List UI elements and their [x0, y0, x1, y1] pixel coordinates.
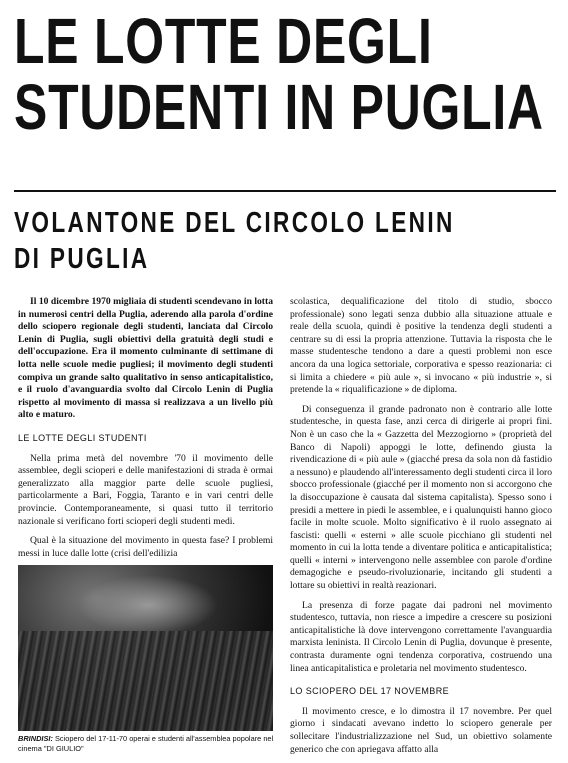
- subtitle-line-2: DI PUGLIA: [14, 243, 150, 275]
- caption-text: Sciopero del 17-11-70 operai e studenti all'assemblea popolare nel cinema "DI GIULIO": [18, 734, 274, 753]
- section-heading-strike: LO SCIOPERO DEL 17 NOVEMBRE: [290, 686, 450, 697]
- intro-paragraph: Il 10 dicembre 1970 migliaia di studenti scendevano in lotta in numerosi centri della Puglia, aderendo alla parola d'ordine dello sciopero regionale degli studenti, lanciata dal Circolo Lenin di Puglia, sugli obiettivi della gratuità degli studi e dell'occupazione. Era il momento culminante di settimane di lotta nelle scuole medie pugliesi; il movimento degli studenti compiva un grande salto qualitativo in senso anticapitalistico, e il ruolo d'avanguardia svolto dal Circolo Lenin di Puglia rispetto al movimento di massa si realizzava a un livello più alto e maturo.: [18, 296, 273, 421]
- body-paragraph: scolastica, dequalificazione del titolo di studio, sbocco professionale) sono legati senza dubbio alla situazione attuale e reale della scuola, quindi è positive la tendenza degli studenti a centrare su di essi la propria attenzione. Tuttavia la risposta che le masse studentesche tendono a dare a questi problemi non esce ancora da una logica settoriale, corporativa e spesso reazionaria: ci si limita a chiedere « più aule », si invocano « più industrie », si pretende la « riqualificazione » de diploma.: [290, 296, 552, 396]
- main-title-line-1: LE LOTTE DEGLI: [14, 5, 433, 77]
- body-paragraph: Nella prima metà del novembre '70 il movimento delle assemblee, degli scioperi e delle manifestazioni di strada è ormai generalizzato alla maggior parte delle scuole pugliesi, particolarmente a Bari, Foggia, Taranto e in vari centri delle provincie. Contemporaneamente, si quasi tutto il territorio nazionale si verificano forti scioperi degli studenti medi.: [18, 452, 273, 527]
- main-title: [14, 5, 544, 143]
- subtitle: [14, 205, 560, 277]
- news-photo: [18, 565, 273, 731]
- body-paragraph: Il movimento cresce, e lo dimostra il 17 novembre. Per quel giorno i sindacati avevano indetto lo sciopero generale per sollecitare l'industrializzazione nel Sud, un obiettivo solamente generico che con apriegava affatto alla: [290, 705, 552, 755]
- body-paragraph: Qual è la situazione del movimento in questa fase? I problemi messi in luce dalle lotte (crisi dell'edilizia: [18, 535, 273, 559]
- main-title-line-2: STUDENTI IN PUGLIA: [14, 71, 544, 143]
- body-paragraph: La presenza di forze pagate dai padroni nel movimento studentesco, tuttavia, non riesce a impedire a crescere su posizioni anticapitalistiche là dove intervengono correttamente l'avanguardia marxista leninista. Il Circolo Lenin di Puglia, dovunque è presente, contrasta duramente ogni tendenza corporativa, costruendo una linea anticapitalistica e proletaria nel movimento studentesco.: [290, 599, 552, 674]
- section-heading-student-struggles: LE LOTTE DEGLI STUDENTI: [18, 432, 147, 443]
- photo-caption: [18, 734, 278, 753]
- right-column: [290, 296, 552, 763]
- body-paragraph: Di conseguenza il grande padronato non è contrario alle lotte studentesche, in questa fase, anzi cerca di dirigerle ai propri fini. Non è un caso che la « Gazzetta del Mezzogiorno » (proprietà del Banco di Napoli) appoggi le lotte, definendo giusta la rivendicazione di « più aule » (giacché presa da sola non dà fastidio a nessuno) e plaudendo all'interessamento degli studenti circa il loro sbocco professionale (giacché per il momento non si accorgono che la disoccupazione è causata dal sistema capitalista). Spesso sono i presidi a mettere in piedi le assemblee, e i qualunquisti hanno gioco facile in molte scuole. Molto significativo è il ruolo assegnato ai fascisti: quelli « esterni » alle scuole picchiano gli studenti nel momento in cui la lotta tende a diventare politica e anticapitalistica; quelli « interni » intervengono nelle assemblee con parole d'ordine demagogiche e pseudo-rivoluzionarie, incitando gli studenti a lottare su obiettivi in realtà reazionari.: [290, 403, 553, 592]
- title-divider: [14, 190, 556, 192]
- caption-place: BRINDISI:: [18, 734, 53, 743]
- subtitle-line-1: VOLANTONE DEL CIRCOLO LENIN: [14, 207, 455, 239]
- left-column: [18, 296, 273, 567]
